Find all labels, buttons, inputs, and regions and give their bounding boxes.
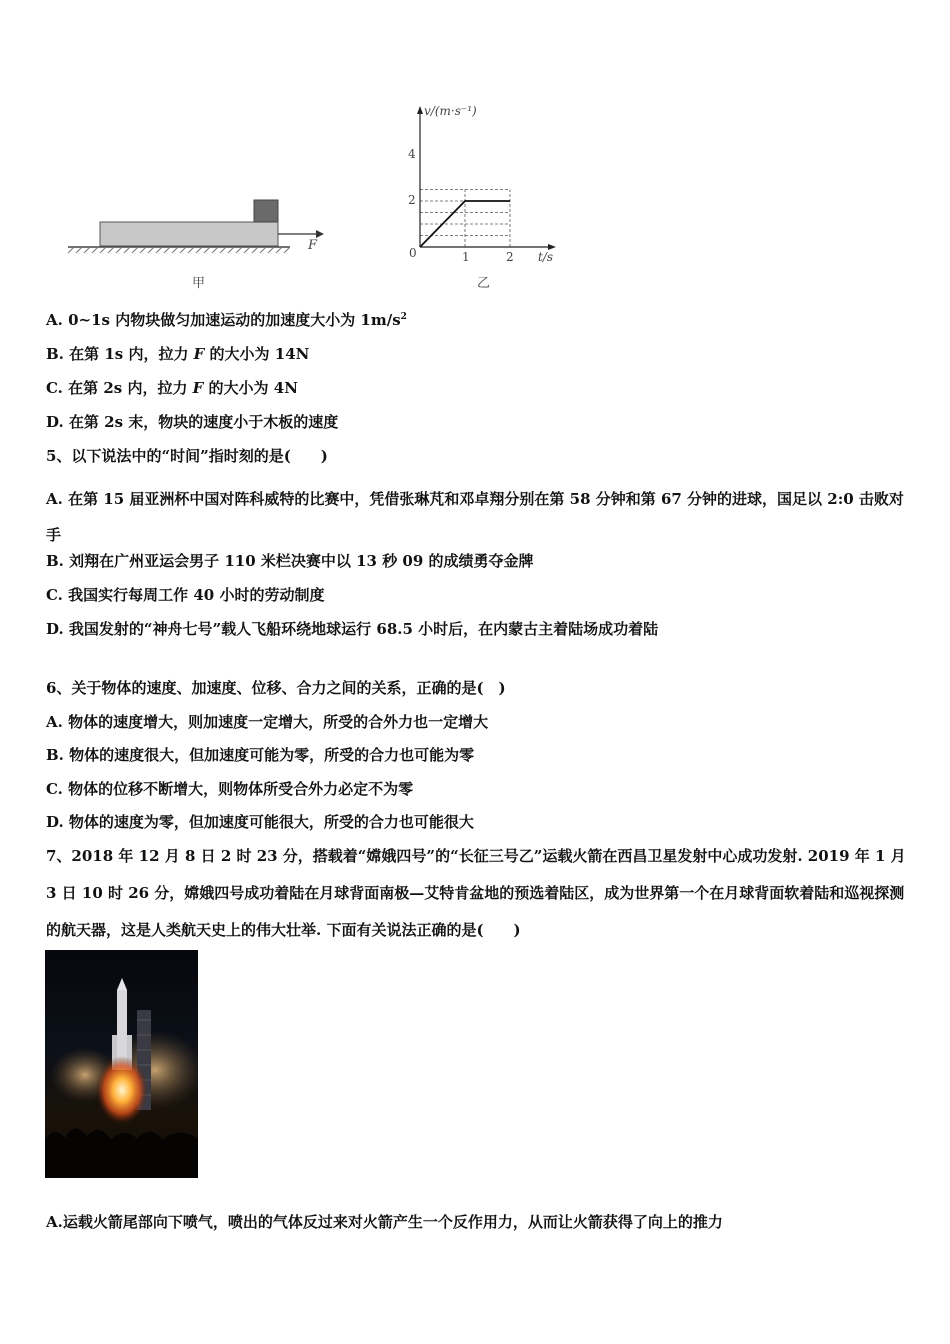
- x-axis-label: t/s: [538, 250, 554, 264]
- q4-option-b-text: B. 在第 1s 内，拉力: [46, 345, 194, 363]
- wooden-board: [100, 222, 278, 246]
- q7-option-a: A.运载火箭尾部向下喷气，喷出的气体反过来对火箭产生一个反作用力，从而让火箭获得了向上的推力: [46, 1213, 723, 1231]
- figure-yi-caption: 乙: [477, 276, 491, 291]
- force-label: F: [308, 238, 318, 253]
- y-tick-4: 4: [408, 147, 416, 161]
- y-axis-arrow: [417, 106, 423, 114]
- figure-jia: [60, 190, 330, 290]
- q4-option-a: [46, 310, 407, 330]
- q4-option-b-variable: F: [193, 345, 205, 363]
- rocket-nose: [117, 978, 127, 990]
- figure-yi: [400, 100, 570, 290]
- rocket-flame: [96, 1056, 148, 1124]
- q7-stem: 7、2018 年 12 月 8 日 2 时 23 分，搭载着“嫦娥四号”的“长征三号乙”运载火箭在西昌卫星发射中心成功发射. 2019 年 1 月 3 日 10 时 26 分，嫦娥四号成功着陆在月球背面南极—艾特肯盆地的预选着陆区，成为世界第一个在月球背面软着陆和巡视探测的航天器，这是人类航天史上的伟大壮举. 下面有关说法正确的是( ): [46, 847, 906, 939]
- q6-option-d: D. 物体的速度为零，但加速度可能很大，所受的合力也可能很大: [46, 813, 474, 831]
- rocket-launch-photo: [45, 950, 198, 1178]
- figure-jia-caption: 甲: [192, 276, 206, 291]
- q5-option-c: C. 我国实行每周工作 40 小时的劳动制度: [46, 586, 325, 604]
- q4-option-b: [46, 344, 309, 364]
- q6-stem: 6、关于物体的速度、加速度、位移、合力之间的关系，正确的是( ): [46, 679, 506, 697]
- q6-option-a: A. 物体的速度增大，则加速度一定增大，所受的合外力也一定增大: [46, 713, 489, 731]
- x-tick-1: 1: [462, 250, 470, 264]
- rocket-launch-image: [45, 950, 198, 1178]
- y-tick-2: 2: [408, 193, 416, 207]
- q5-option-d: D. 我国发射的“神舟七号”载人飞船环绕地球运行 68.5 小时后，在内蒙古主着陆场成功着陆: [46, 620, 659, 638]
- q4-option-c-variable: F: [192, 379, 204, 397]
- ground-hatching: [68, 247, 290, 253]
- tree-silhouette: [45, 1128, 198, 1178]
- q4-option-c-text: C. 在第 2s 内，拉力: [46, 379, 193, 397]
- q4-option-c: [46, 378, 298, 398]
- q4-option-c-text-end: 的大小为 4N: [203, 379, 298, 397]
- q6-option-c: C. 物体的位移不断增大，则物体所受合外力必定不为零: [46, 780, 414, 798]
- q5-option-a: A. 在第 15 届亚洲杯中国对阵科威特的比赛中，凭借张琳芃和邓卓翔分别在第 58 分钟和第 67 分钟的进球，国足以 2:0 击败对手: [46, 490, 904, 544]
- q4-option-a-superscript: 2: [400, 312, 407, 322]
- q5-stem: 5、以下说法中的“时间”指时刻的是( ): [46, 447, 328, 465]
- y-axis-label: v/(m·s⁻¹): [424, 104, 477, 118]
- block: [254, 200, 278, 222]
- q6-option-b: B. 物体的速度很大，但加速度可能为零，所受的合力也可能为零: [46, 746, 475, 764]
- x-tick-2: 2: [506, 250, 514, 264]
- origin-label: 0: [409, 246, 417, 260]
- q5-option-b: B. 刘翔在广州亚运会男子 110 米栏决赛中以 13 秒 09 的成绩勇夺金牌: [46, 552, 534, 570]
- force-arrow-head: [316, 230, 324, 238]
- q4-option-b-text-end: 的大小为 14N: [204, 345, 310, 363]
- q4-option-a-text: A. 0~1s 内物块做匀加速运动的加速度大小为 1m/s: [46, 311, 401, 329]
- q4-option-d: D. 在第 2s 末，物块的速度小于木板的速度: [46, 413, 339, 431]
